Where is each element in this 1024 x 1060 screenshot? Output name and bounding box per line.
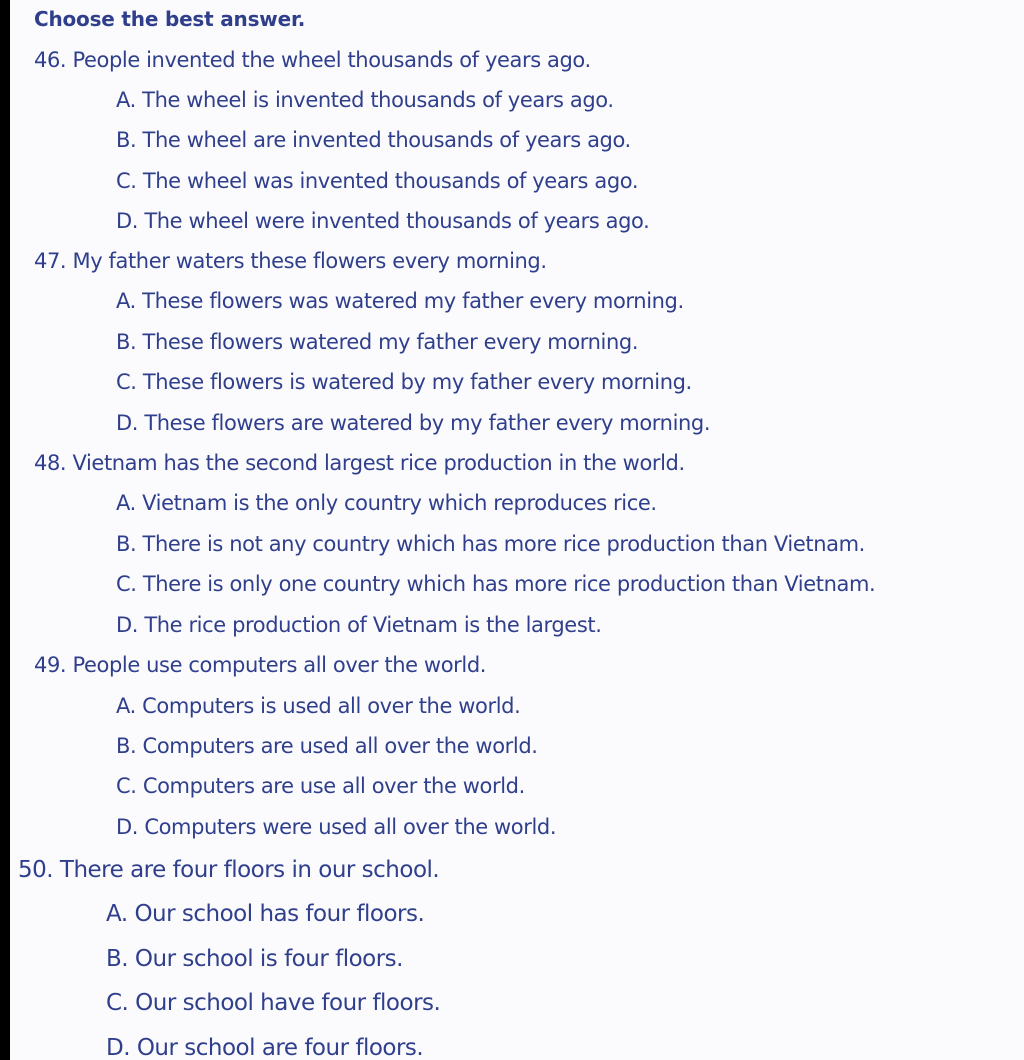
question-48-option-a: A. Vietnam is the only country which reproduces rice. bbox=[116, 491, 657, 515]
question-46-option-b: B. The wheel are invented thousands of years ago. bbox=[116, 128, 631, 152]
question-49-option-c: C. Computers are use all over the world. bbox=[116, 774, 525, 798]
question-48-option-c: C. There is only one country which has more rice production than Vietnam. bbox=[116, 572, 876, 596]
question-number: 48. bbox=[34, 451, 67, 475]
question-49-option-a: A. Computers is used all over the world. bbox=[116, 694, 521, 718]
question-text: My father waters these flowers every morning. bbox=[72, 249, 547, 273]
worksheet bbox=[10, 0, 1024, 1060]
question-46-option-c: C. The wheel was invented thousands of years ago. bbox=[116, 169, 639, 193]
question-46-option-d: D. The wheel were invented thousands of years ago. bbox=[116, 209, 650, 233]
question-49-option-b: B. Computers are used all over the world. bbox=[116, 734, 538, 758]
question-46-stem bbox=[34, 47, 591, 73]
question-47-option-d: D. These flowers are watered by my father every morning. bbox=[116, 411, 711, 435]
question-text: People use computers all over the world. bbox=[72, 653, 487, 677]
question-47-stem bbox=[34, 248, 547, 274]
question-49-stem bbox=[34, 652, 486, 678]
question-50-stem bbox=[18, 857, 439, 883]
question-number: 50. bbox=[18, 857, 54, 883]
question-50-option-a: A. Our school has four floors. bbox=[106, 901, 425, 927]
question-text: People invented the wheel thousands of years ago. bbox=[72, 48, 591, 72]
question-48-option-d: D. The rice production of Vietnam is the largest. bbox=[116, 613, 602, 637]
question-50-option-c: C. Our school have four floors. bbox=[106, 990, 441, 1016]
question-47-option-a: A. These flowers was watered my father every morning. bbox=[116, 289, 684, 313]
question-47-option-b: B. These flowers watered my father every morning. bbox=[116, 330, 639, 354]
question-46-option-a: A. The wheel is invented thousands of years ago. bbox=[116, 88, 614, 112]
question-number: 49. bbox=[34, 653, 67, 677]
question-50-option-d: D. Our school are four floors. bbox=[106, 1035, 424, 1060]
instruction: Choose the best answer. bbox=[34, 7, 306, 31]
question-number: 47. bbox=[34, 249, 67, 273]
question-text: There are four floors in our school. bbox=[59, 857, 440, 883]
question-50-option-b: B. Our school is four floors. bbox=[106, 946, 403, 972]
question-text: Vietnam has the second largest rice production in the world. bbox=[72, 451, 685, 475]
question-48-option-b: B. There is not any country which has more rice production than Vietnam. bbox=[116, 532, 865, 556]
question-number: 46. bbox=[34, 48, 67, 72]
question-48-stem bbox=[34, 450, 685, 476]
question-49-option-d: D. Computers were used all over the world. bbox=[116, 815, 557, 839]
question-47-option-c: C. These flowers is watered by my father every morning. bbox=[116, 370, 692, 394]
